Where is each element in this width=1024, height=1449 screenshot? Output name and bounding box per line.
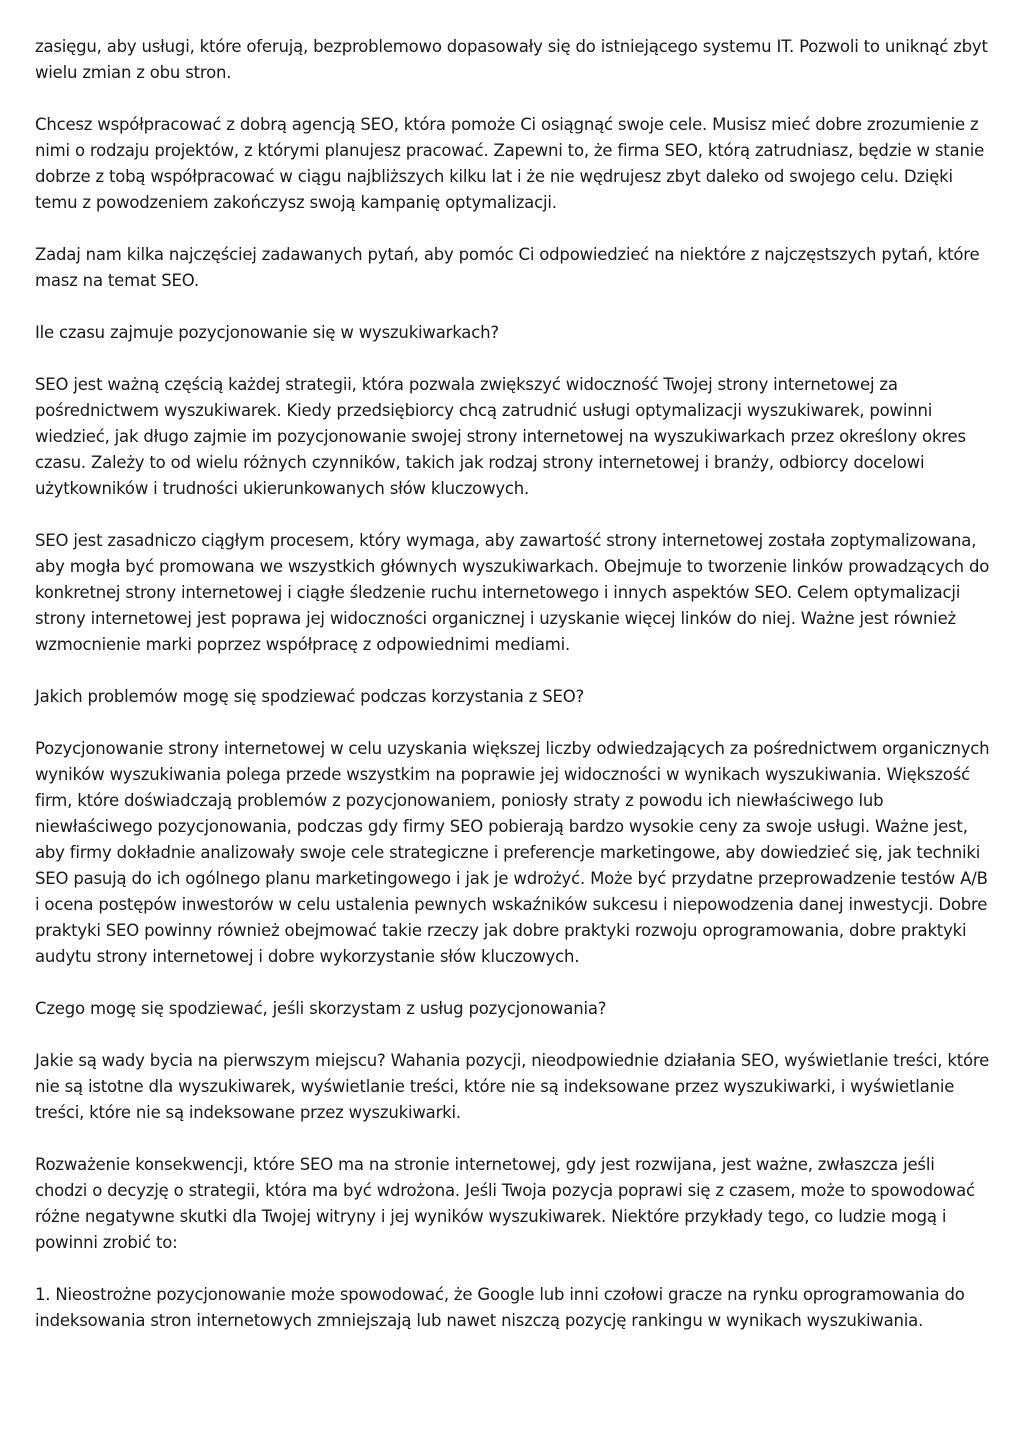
- paragraph-seo-problems: Pozycjonowanie strony internetowej w celu uzyskania większej liczby odwiedzających za pośrednictwem organicznych wyników wyszukiwania polega przede wszystkim na poprawie jej widoczności w wynikach wyszukiwania. Większość firm, które doświadczają problemów z pozycjonowaniem, poniosły straty z powodu ich niewłaściwego lub niewłaściwego pozycjonowania, podczas gdy firmy SEO pobierają bardzo wysokie ceny za swoje usługi. Ważne jest, aby firmy dokładnie analizowały swoje cele strategiczne i preferencje marketingowe, aby dowiedzieć się, jak techniki SEO pasują do ich ogólnego planu marketingowego i jak je wdrożyć. Może być przydatne przeprowadzenie testów A/B i ocena postępów inwestorów w celu ustalenia pewnych wskaźników sukcesu i niepowodzenia danej inwestycji. Dobre praktyki SEO powinny również obejmować takie rzeczy jak dobre praktyki rozwoju oprogramowania, dobre praktyki audytu strony internetowej i dobre wykorzystanie słów kluczowych.: [35, 739, 990, 966]
- question-seo-time: Ile czasu zajmuje pozycjonowanie się w wyszukiwarkach?: [35, 323, 499, 342]
- paragraph-seo-importance: SEO jest ważną częścią każdej strategii, która pozwala zwiększyć widoczność Twojej strony internetowej za pośrednictwem wyszukiwarek. Kiedy przedsiębiorcy chcą zatrudnić usługi optymalizacji wyszukiwarek, powinni wiedzieć, jak długo zajmie im pozycjonowanie swojej strony internetowej na wyszukiwarkach przez określony okres czasu. Zależy to od wielu różnych czynników, takich jak rodzaj strony internetowej i branży, odbiorcy docelowi użytkowników i trudności ukierunkowanych słów kluczowych.: [35, 375, 966, 498]
- question-seo-problems: Jakich problemów mogę się spodziewać podczas korzystania z SEO?: [35, 687, 585, 706]
- paragraph-consequences: Rozważenie konsekwencji, które SEO ma na stronie internetowej, gdy jest rozwijana, jest ważne, zwłaszcza jeśli chodzi o decyzję o strategii, która ma być wdrożona. Jeśli Twoja pozycja poprawi się z czasem, może to spowodować różne negatywne skutki dla Twojej witryny i jej wyników wyszukiwarek. Niektóre przykłady tego, co ludzie mogą i powinni zrobić to:: [35, 1155, 975, 1252]
- paragraph-faq-intro: Zadaj nam kilka najczęściej zadawanych pytań, aby pomóc Ci odpowiedzieć na niektóre z najczęstszych pytań, które masz na temat SEO.: [35, 245, 980, 290]
- paragraph-integration: zasięgu, aby usługi, które oferują, bezproblemowo dopasowały się do istniejącego systemu IT. Pozwoli to uniknąć zbyt wielu zmian z obu stron.: [35, 37, 988, 82]
- question-seo-expectations: Czego mogę się spodziewać, jeśli skorzystam z usług pozycjonowania?: [35, 999, 607, 1018]
- list-item-1: 1. Nieostrożne pozycjonowanie może spowodować, że Google lub inni czołowi gracze na rynku oprogramowania do indeksowania stron internetowych zmniejszają lub nawet niszczą pozycję rankingu w wynikach wyszukiwania.: [35, 1285, 965, 1330]
- paragraph-first-place-drawbacks: Jakie są wady bycia na pierwszym miejscu? Wahania pozycji, nieodpowiednie działania SEO, wyświetlanie treści, które nie są istotne dla wyszukiwarek, wyświetlanie treści, które nie są indeksowane przez wyszukiwarki, i wyświetlanie treści, które nie są indeksowane przez wyszukiwarki.: [35, 1051, 990, 1122]
- paragraph-seo-process: SEO jest zasadniczo ciągłym procesem, który wymaga, aby zawartość strony internetowej została zoptymalizowana, aby mogła być promowana we wszystkich głównych wyszukiwarkach. Obejmuje to tworzenie linków prowadzących do konkretnej strony internetowej i ciągłe śledzenie ruchu internetowego i innych aspektów SEO. Celem optymalizacji strony internetowej jest poprawa jej widoczności organicznej i uzyskanie więcej linków do niej. Ważne jest również wzmocnienie marki poprzez współpracę z odpowiednimi mediami.: [35, 531, 990, 654]
- document-page: [35, 34, 990, 1360]
- paragraph-agency-cooperation: Chcesz współpracować z dobrą agencją SEO, która pomoże Ci osiągnąć swoje cele. Musisz mieć dobre zrozumienie z nimi o rodzaju projektów, z którymi planujesz pracować. Zapewni to, że firma SEO, którą zatrudniasz, będzie w stanie dobrze z tobą współpracować w ciągu najbliższych kilku lat i że nie wędrujesz zbyt daleko od swojego celu. Dzięki temu z powodzeniem zakończysz swoją kampanię optymalizacji.: [35, 115, 985, 212]
